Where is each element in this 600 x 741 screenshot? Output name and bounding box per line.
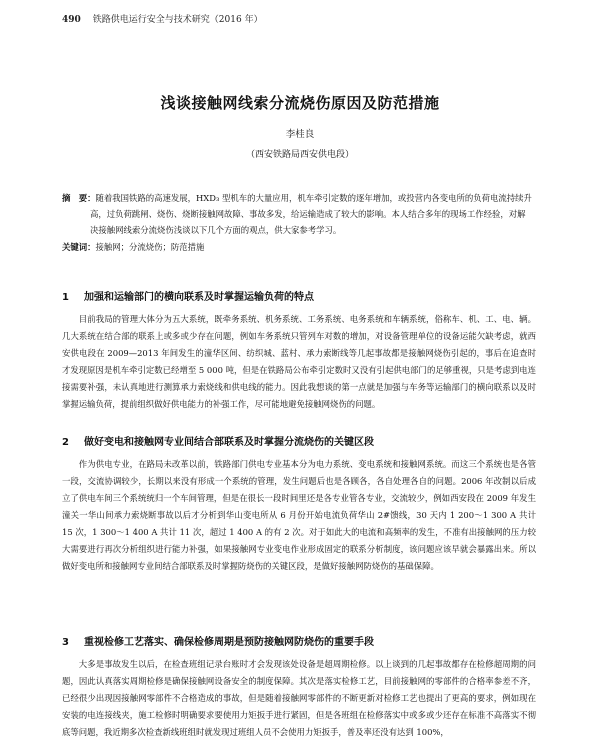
keywords [62, 239, 532, 255]
section-title: 重视检修工艺落实、确保检修周期是预防接触网防烧伤的重要手段 [84, 637, 374, 648]
page-number: 490 [62, 15, 81, 25]
section-title: 加强和运输部门的横向联系及时掌握运输负荷的特点 [84, 292, 314, 303]
abstract [62, 190, 532, 238]
abstract-label: 摘 要： [62, 193, 96, 203]
paragraph: 大多是事故发生以后，在检查班组记录台账时才会发现该处设备是超周期检修。以上谈到的几起事故都存在检修超周期的问题，因此认真落实周期检修是确保接触网设备安全的制度保障。其次是落实检修工艺，目前接触网的零部件的合格率参差不齐，已经很少出现因接触网零部件不合格造成的事故，但是随着接触网零部件的不断更新对检修工艺也提出了更高的要求，例如现在安装的电连接线夹，施工检修时明确要求要使用力矩扳手进行紧固，但是各班组在检修落实中或多或少还存在标准不高落实不彻底等问题，我近期多次检查新线班组时就发现过班组人员不会使用力矩扳手，普及率还没有达到 100%， [62, 659, 536, 737]
section-title: 做好变电和接触网专业间结合部联系及时掌握分流烧伤的关键区段 [84, 437, 374, 448]
keywords-text: 接触网；分流烧伤；防范措施 [95, 242, 205, 252]
author-name: 李桂良 [285, 129, 315, 140]
section-heading [62, 436, 536, 450]
section-number: 1 [62, 292, 69, 303]
paragraph: 作为供电专业，在路局未改革以前，铁路部门供电专业基本分为电力系统、变电系统和接触网系统。而这三个系统也是各管一段，交流协调较少，长期以来没有形成一个系统的管理，发生问题后也是各顾各，各自处理各自的问题。2006 年改制以后成立了供电车间三个系统统归一个车间管理，但是在很长一段时间里还是各专业管各专业，交流较少，例如西安段在 2009 年发生潼关一华山间承力索烧断事故以后才分析到华山变电所从 6 月份开始电流负荷华山 2#馈线，30 天内 1 200～1 300 A 共计 15 次，1 300～1 400 A 共计 11 次，超过 1 400 A 的有 2 次。对于如此大的电流和高频率的发生，不准有出接触网的压力较大需要进行再次分析组织进行能力补强，如果接触网专业变电作业形成固定的联系分析制度，该问题应该早就会暴露出来。所以做好变电所和接触网专业间结合部联系及时掌握防烧伤的关键区段，是做好接触网防烧伤的基础保障。 [62, 459, 536, 571]
section-1 [62, 291, 536, 413]
keywords-label: 关键词： [62, 242, 96, 252]
abstract-text: 随着我国铁路的高速发展，HXD₃ 型机车的大量应用，机车牵引定数的逐年增加，或投营内各变电所的负荷电流持续升高，过负荷跳闸、烧伤、烧断接触网故障、事故多发，给运输造成了较大的影响。本人结合多年的现场工作经验，对解决接触网线索分流烧伤浅谈以下几个方面的观点，供大家参考学习。 [90, 193, 532, 235]
running-header [62, 14, 560, 26]
paragraph: 目前我局的管理大体分为五大系统，既牵务系统、机务系统、工务系统、电务系统和车辆系统，俗称车、机、工、电、辆。几大系统在结合部的联系上或多或少存在问题，例如车务系统只管列车对数的增加，对设备管理单位的设备运能欠缺考虑，就西安供电段在 2009—2013 年间发生的潼华区间、纺织城、蓝村、承力索断线等几起事故都是接触网烧伤引起的，事后在追查时才发现原因是机车牵引定数已经增至 5 000 吨，但是在铁路局公布牵引定数时又没有引起供电部门的足够重视，只是考虑到电连接需要补强，未认真地进行测算承力索烧线和供电线的能力。因此我想谈的第一点就是加强与车务等运输部门的横向联系以及时掌握运输负荷，提前组织做好供电能力的补强工作，尽可能地避免接触网烧伤的问题。 [62, 314, 536, 409]
section-number: 2 [62, 437, 69, 448]
author-affiliation: （西安铁路局西安供电段） [245, 150, 354, 160]
section-heading [62, 636, 536, 650]
journal-title: 铁路供电运行安全与技术研究（2016 年） [92, 15, 263, 25]
abstract-block [62, 190, 532, 255]
section-3 [62, 636, 536, 741]
section-heading [62, 291, 536, 305]
section-number: 3 [62, 637, 69, 648]
section-2 [62, 436, 536, 575]
paper-title: 浅谈接触网线索分流烧伤原因及防范措施 [160, 94, 440, 112]
